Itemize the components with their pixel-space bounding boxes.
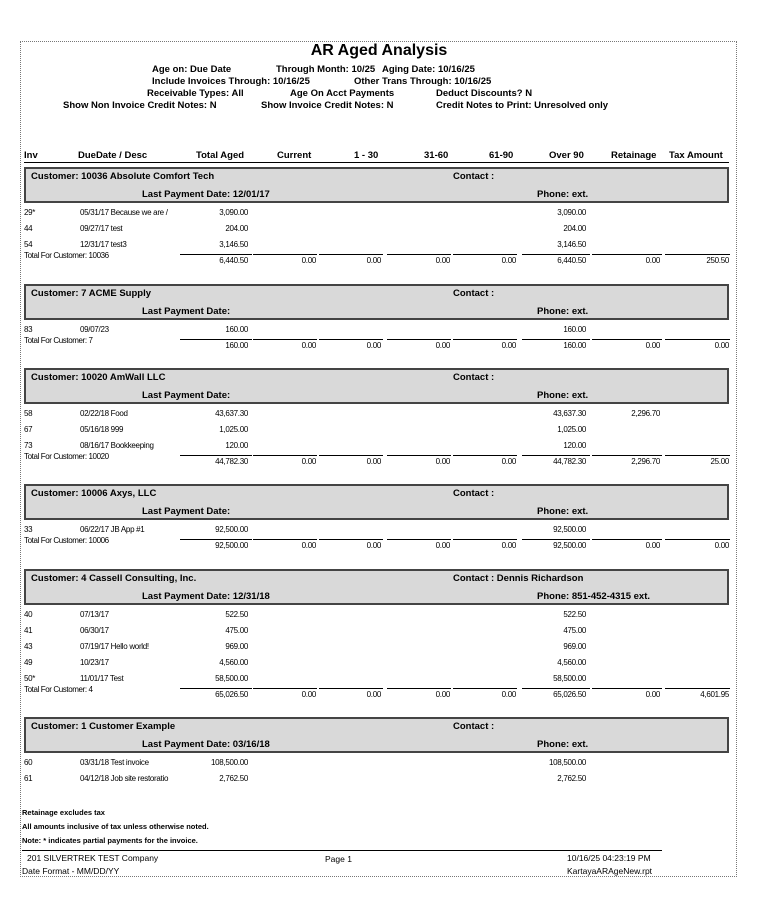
customer-name: Customer: 1 Customer Example — [31, 721, 176, 732]
total-current: 0.00 — [301, 457, 316, 466]
report-title: AR Aged Analysis — [310, 42, 448, 59]
invoice-over90: 120.00 — [563, 441, 586, 450]
deduct-discounts: Deduct Discounts? N — [436, 88, 533, 99]
footer-report-file: KartayaARAgeNew.rpt — [567, 866, 653, 876]
total-d1_30: 0.00 — [366, 256, 381, 265]
customer-phone: Phone: ext. — [537, 739, 589, 750]
total-d31_60: 0.00 — [435, 341, 450, 350]
aging-date: Aging Date: 10/16/25 — [382, 64, 475, 75]
col-inv: Inv — [24, 150, 38, 161]
total-d61_90: 0.00 — [501, 341, 516, 350]
last-payment-date: Last Payment Date: — [142, 506, 231, 517]
customer-total-row — [0, 685, 758, 697]
age-on: Age on: Due Date — [152, 64, 232, 75]
invoice-due-desc: 11/01/17 Test — [80, 674, 124, 683]
invoice-total: 204.00 — [225, 224, 248, 233]
invoice-due-desc: 09/27/17 test — [80, 224, 123, 233]
invoice-over90: 3,146.50 — [557, 240, 586, 249]
through-month: Through Month: 10/25 — [276, 64, 376, 75]
total-over90: 92,500.00 — [553, 541, 586, 550]
other-trans: Other Trans Through: 10/16/25 — [354, 76, 492, 87]
customer-total-label: Total For Customer: 10036 — [24, 251, 109, 260]
note-amounts: All amounts inclusive of tax unless otherwise noted. — [22, 822, 209, 831]
last-payment-date: Last Payment Date: 12/31/18 — [142, 591, 270, 602]
col-1-30: 1 - 30 — [354, 150, 379, 161]
customer-phone: Phone: ext. — [537, 390, 589, 401]
total-tax: 250.50 — [706, 256, 729, 265]
customer-total-row — [0, 251, 758, 263]
total-d1_30: 0.00 — [366, 541, 381, 550]
invoice-number: 73 — [24, 441, 33, 450]
invoice-due-desc: 12/31/17 test3 — [80, 240, 127, 249]
total-current: 0.00 — [301, 690, 316, 699]
invoice-over90: 92,500.00 — [553, 525, 586, 534]
customer-contact: Contact : — [453, 288, 495, 299]
customer-name: Customer: 10020 AmWall LLC — [31, 372, 166, 383]
invoice-total: 969.00 — [225, 642, 248, 651]
customer-contact: Contact : — [453, 721, 495, 732]
total-total: 65,026.50 — [215, 690, 248, 699]
invoice-row — [0, 626, 758, 638]
col-over-90: Over 90 — [549, 150, 584, 161]
customer-phone: Phone: ext. — [537, 506, 589, 517]
invoice-due-desc: 04/12/18 Job site restoratio — [80, 774, 169, 783]
note-retainage: Retainage excludes tax — [22, 808, 105, 817]
invoice-number: 29* — [24, 208, 36, 217]
total-total: 160.00 — [225, 341, 248, 350]
customer-total-row — [0, 452, 758, 464]
include-invoices: Include Invoices Through: 10/16/25 — [152, 76, 310, 87]
total-d61_90: 0.00 — [501, 690, 516, 699]
invoice-total: 522.50 — [225, 610, 248, 619]
invoice-number: 58 — [24, 409, 33, 418]
last-payment-date: Last Payment Date: — [142, 306, 231, 317]
total-tax: 25.00 — [710, 457, 729, 466]
invoice-over90: 58,500.00 — [553, 674, 586, 683]
customer-name: Customer: 10036 Absolute Comfort Tech — [31, 171, 215, 182]
total-d61_90: 0.00 — [501, 256, 516, 265]
invoice-row — [0, 425, 758, 437]
show-invoice-credit-notes: Show Invoice Credit Notes: N — [261, 100, 394, 111]
invoice-total: 2,762.50 — [219, 774, 248, 783]
age-on-acct: Age On Acct Payments — [290, 88, 395, 99]
customer-total-row — [0, 536, 758, 548]
invoice-due-desc: 06/30/17 — [80, 626, 109, 635]
invoice-row — [0, 224, 758, 236]
total-d31_60: 0.00 — [435, 690, 450, 699]
col-current: Current — [277, 150, 312, 161]
total-total: 44,782.30 — [215, 457, 248, 466]
invoice-number: 61 — [24, 774, 33, 783]
invoice-due-desc: 02/22/18 Food — [80, 409, 128, 418]
invoice-over90: 522.50 — [563, 610, 586, 619]
total-d31_60: 0.00 — [435, 457, 450, 466]
total-current: 0.00 — [301, 341, 316, 350]
invoice-number: 50* — [24, 674, 36, 683]
customer-contact: Contact : — [453, 171, 495, 182]
customer-header — [24, 368, 729, 404]
note-partial: Note: * indicates partial payments for the invoice. — [22, 836, 198, 845]
col-total-aged: Total Aged — [196, 150, 245, 161]
column-header-underline — [24, 162, 729, 163]
invoice-total: 1,025.00 — [219, 425, 248, 434]
last-payment-date: Last Payment Date: 03/16/18 — [142, 739, 270, 750]
invoice-due-desc: 10/23/17 — [80, 658, 109, 667]
customer-header — [24, 484, 729, 520]
invoice-total: 3,090.00 — [219, 208, 248, 217]
invoice-over90: 43,637.30 — [553, 409, 586, 418]
invoice-row — [0, 642, 758, 654]
customer-contact: Contact : — [453, 372, 495, 383]
last-payment-date: Last Payment Date: 12/01/17 — [142, 189, 270, 200]
invoice-total: 3,146.50 — [219, 240, 248, 249]
total-tax: 4,601.95 — [700, 690, 729, 699]
col-tax-amount: Tax Amount — [669, 150, 723, 161]
footer-company: 201 SILVERTREK TEST Company — [27, 853, 159, 863]
total-retainage: 0.00 — [645, 256, 660, 265]
invoice-number: 41 — [24, 626, 33, 635]
customer-phone: Phone: ext. — [537, 306, 589, 317]
customer-contact: Contact : Dennis Richardson — [453, 573, 584, 584]
invoice-total: 160.00 — [225, 325, 248, 334]
invoice-total: 108,500.00 — [210, 758, 248, 767]
total-d31_60: 0.00 — [435, 256, 450, 265]
total-retainage: 0.00 — [645, 541, 660, 550]
invoice-number: 49 — [24, 658, 33, 667]
customer-total-label: Total For Customer: 10006 — [24, 536, 109, 545]
invoice-number: 33 — [24, 525, 33, 534]
invoice-row — [0, 208, 758, 220]
invoice-over90: 108,500.00 — [548, 758, 586, 767]
invoice-over90: 3,090.00 — [557, 208, 586, 217]
customer-header — [24, 569, 729, 605]
total-total: 92,500.00 — [215, 541, 248, 550]
invoice-due-desc: 07/19/17 Hello world! — [80, 642, 149, 651]
footer-datetime: 10/16/25 04:23:19 PM — [567, 853, 651, 863]
invoice-number: 44 — [24, 224, 33, 233]
customer-phone: Phone: ext. — [537, 189, 589, 200]
invoice-over90: 1,025.00 — [557, 425, 586, 434]
col-duedate-desc: DueDate / Desc — [78, 150, 148, 161]
invoice-over90: 160.00 — [563, 325, 586, 334]
customer-total-label: Total For Customer: 7 — [24, 336, 93, 345]
total-current: 0.00 — [301, 256, 316, 265]
invoice-total: 120.00 — [225, 441, 248, 450]
invoice-due-desc: 05/31/17 Because we are / — [80, 208, 168, 217]
total-d1_30: 0.00 — [366, 690, 381, 699]
invoice-due-desc: 07/13/17 — [80, 610, 109, 619]
invoice-row — [0, 774, 758, 786]
total-d1_30: 0.00 — [366, 341, 381, 350]
total-tax: 0.00 — [714, 541, 729, 550]
invoice-due-desc: 09/07/23 — [80, 325, 109, 334]
total-retainage: 0.00 — [645, 341, 660, 350]
invoice-row — [0, 610, 758, 622]
invoice-number: 83 — [24, 325, 33, 334]
footer-date-format: Date Format - MM/DD/YY — [22, 866, 120, 876]
customer-name: Customer: 4 Cassell Consulting, Inc. — [31, 573, 197, 584]
total-retainage: 0.00 — [645, 690, 660, 699]
customer-total-label: Total For Customer: 10020 — [24, 452, 109, 461]
customer-header — [24, 284, 729, 320]
page-footer-rule — [22, 850, 662, 851]
invoice-due-desc: 05/16/18 999 — [80, 425, 124, 434]
total-over90: 6,440.50 — [557, 256, 586, 265]
customer-phone: Phone: 851-452-4315 ext. — [537, 591, 651, 602]
customer-total-label: Total For Customer: 4 — [24, 685, 93, 694]
invoice-total: 92,500.00 — [215, 525, 248, 534]
invoice-row — [0, 658, 758, 670]
footer-page: Page 1 — [325, 854, 352, 864]
customer-total-row — [0, 336, 758, 348]
customer-header — [24, 167, 729, 203]
receivable-types: Receivable Types: All — [147, 88, 244, 99]
invoice-number: 60 — [24, 758, 33, 767]
credit-notes-to-print: Credit Notes to Print: Unresolved only — [436, 100, 609, 111]
invoice-total: 58,500.00 — [215, 674, 248, 683]
invoice-over90: 2,762.50 — [557, 774, 586, 783]
invoice-total: 475.00 — [225, 626, 248, 635]
invoice-over90: 969.00 — [563, 642, 586, 651]
total-over90: 160.00 — [563, 341, 586, 350]
invoice-row — [0, 409, 758, 421]
total-current: 0.00 — [301, 541, 316, 550]
invoice-due-desc: 03/31/18 Test invoice — [80, 758, 149, 767]
total-retainage: 2,296.70 — [631, 457, 660, 466]
invoice-number: 43 — [24, 642, 33, 651]
customer-header — [24, 717, 729, 753]
invoice-due-desc: 08/16/17 Bookkeeping — [80, 441, 154, 450]
invoice-number: 67 — [24, 425, 33, 434]
total-d61_90: 0.00 — [501, 541, 516, 550]
total-d31_60: 0.00 — [435, 541, 450, 550]
invoice-over90: 475.00 — [563, 626, 586, 635]
customer-contact: Contact : — [453, 488, 495, 499]
total-total: 6,440.50 — [219, 256, 248, 265]
invoice-row — [0, 758, 758, 770]
col-61-90: 61-90 — [489, 150, 514, 161]
total-d1_30: 0.00 — [366, 457, 381, 466]
invoice-number: 54 — [24, 240, 33, 249]
show-non-invoice-credit-notes: Show Non Invoice Credit Notes: N — [63, 100, 217, 111]
total-over90: 65,026.50 — [553, 690, 586, 699]
invoice-total: 43,637.30 — [215, 409, 248, 418]
total-over90: 44,782.30 — [553, 457, 586, 466]
invoice-total: 4,560.00 — [219, 658, 248, 667]
invoice-retainage: 2,296.70 — [631, 409, 660, 418]
col-31-60: 31-60 — [424, 150, 449, 161]
invoice-over90: 204.00 — [563, 224, 586, 233]
customer-name: Customer: 10006 Axys, LLC — [31, 488, 157, 499]
last-payment-date: Last Payment Date: — [142, 390, 231, 401]
col-retainage: Retainage — [611, 150, 657, 161]
customer-name: Customer: 7 ACME Supply — [31, 288, 151, 299]
total-d61_90: 0.00 — [501, 457, 516, 466]
invoice-number: 40 — [24, 610, 33, 619]
total-tax: 0.00 — [714, 341, 729, 350]
invoice-due-desc: 06/22/17 JB App #1 — [80, 525, 145, 534]
invoice-over90: 4,560.00 — [557, 658, 586, 667]
